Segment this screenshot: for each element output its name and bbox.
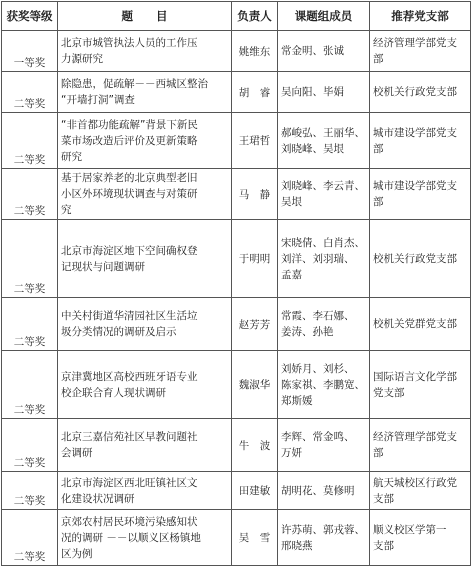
topic-line: “非首都功能疏解”背景下新民 — [61, 118, 198, 131]
header-row — [2, 2, 471, 31]
topic-cell — [58, 169, 232, 220]
topic-cell — [58, 72, 232, 113]
topic-line: 北京市城管执法人员的工作压 — [61, 37, 198, 49]
branch-cell — [370, 510, 471, 566]
topic-line: 研究 — [61, 150, 82, 163]
branch-cell — [370, 220, 471, 298]
leader-cell: 姚维东 — [232, 31, 278, 72]
branch-line: 经济管理学部党支部 — [373, 37, 457, 65]
topic-line: 小区外环境现状调查与对策研 — [61, 188, 198, 200]
header-topic: 题 目 — [58, 2, 232, 31]
topic-line: 基于居家养老的北京典型老旧 — [61, 172, 198, 184]
branch-line: 国际语言文化学部 — [373, 370, 457, 383]
award-level-cell: 二等奖 — [2, 298, 58, 351]
table-row — [2, 419, 471, 472]
table-row — [2, 72, 471, 113]
members-cell — [278, 113, 370, 169]
leader-cell: 田建敏 — [232, 472, 278, 510]
topic-line: 除隐患，促疏解－－西城区整治 — [61, 78, 208, 90]
branch-line: 城市建设学部党支部 — [373, 180, 457, 208]
members-cell — [278, 298, 370, 351]
topic-cell — [58, 220, 232, 298]
topic-line: 区为例 — [61, 547, 93, 560]
members-line: 刘洋、刘羽瑞、 — [281, 252, 355, 265]
members-cell — [278, 220, 370, 298]
leader-cell: 胡 睿 — [232, 72, 278, 113]
branch-cell — [370, 298, 471, 351]
topic-line: 京津冀地区高校西班牙语专业 — [61, 370, 198, 383]
topic-line: 菜市场改造后评价及更新策略 — [61, 134, 198, 147]
header-branch: 推荐党支部 — [370, 2, 471, 31]
members-line: 郝峻弘、王丽华、 — [281, 126, 365, 139]
members-cell — [278, 72, 370, 113]
award-level-cell: 二等奖 — [2, 169, 58, 220]
topic-line: 化建设状况调研 — [61, 492, 135, 505]
members-line: 刘晓峰、吴垠 — [281, 142, 344, 155]
members-cell — [278, 31, 370, 72]
leader-cell: 牛 波 — [232, 419, 278, 472]
leader-cell: 马 静 — [232, 169, 278, 220]
topic-line: “开墙打洞”调查 — [61, 94, 135, 106]
leader-cell: 于明明 — [232, 220, 278, 298]
members-line: 李辉、常金鸣、 — [281, 431, 355, 443]
table-row — [2, 298, 471, 351]
branch-line: 党支部 — [373, 386, 405, 399]
topic-line: 究 — [61, 204, 72, 216]
branch-line: 航天城校区行政党 — [373, 476, 457, 489]
branch-line: 校机关党群党支部 — [373, 318, 457, 330]
leader-cell: 吴 雪 — [232, 510, 278, 566]
members-line: 胡明花、莫修明 — [281, 484, 355, 497]
branch-line: 经济管理学部党支部 — [373, 431, 457, 459]
members-line: 吴向阳、毕娟 — [281, 86, 344, 98]
members-line: 刘娇月、刘杉、 — [281, 362, 355, 375]
topic-line: 校企联合育人现状调研 — [61, 386, 166, 399]
topic-line: 北京市海淀区西北旺镇社区文 — [61, 476, 198, 489]
members-line: 陈家祺、李鹏宽、 — [281, 378, 365, 391]
branch-line: 支部 — [373, 492, 394, 505]
leader-cell: 赵芳芳 — [232, 298, 278, 351]
award-level-cell: 二等奖 — [2, 351, 58, 419]
branch-cell — [370, 472, 471, 510]
topic-line: 京郊农村居民环境污染感知状 — [61, 515, 198, 528]
members-cell — [278, 510, 370, 566]
branch-line: 校机关行政党支部 — [373, 252, 457, 265]
topic-line: 记现状与问题调研 — [61, 260, 145, 273]
topic-line: 中关村街道华清园社区生活垃 — [61, 310, 198, 322]
table-body — [2, 31, 471, 566]
members-cell — [278, 169, 370, 220]
award-level-cell: 二等奖 — [2, 72, 58, 113]
members-cell — [278, 351, 370, 419]
topic-cell — [58, 472, 232, 510]
table-row — [2, 510, 471, 566]
topic-cell — [58, 351, 232, 419]
members-line: 姜涛、孙艳 — [281, 326, 334, 338]
topic-cell — [58, 419, 232, 472]
topic-line: 圾分类情况的调研及启示 — [61, 326, 177, 338]
members-line: 万妍 — [281, 447, 302, 459]
topic-line: 北京市海淀区地下空间确权登 — [61, 244, 198, 257]
members-line: 吴垠 — [281, 196, 302, 208]
topic-line: 力源研究 — [61, 53, 103, 65]
header-level: 获奖等级 — [2, 2, 58, 31]
branch-line: 顺义校区学第一 — [373, 523, 447, 536]
award-level-cell: 二等奖 — [2, 220, 58, 298]
header-leader: 负责人 — [232, 2, 278, 31]
table-row — [2, 113, 471, 169]
topic-cell — [58, 298, 232, 351]
members-line: 常霞、李石娜、 — [281, 310, 355, 322]
branch-cell — [370, 419, 471, 472]
branch-cell — [370, 351, 471, 419]
table-row — [2, 351, 471, 419]
branch-cell — [370, 113, 471, 169]
topic-line: 北京三嘉信苑社区早教问题社 — [61, 431, 198, 443]
awards-table — [1, 1, 471, 566]
branch-line: 支部 — [373, 539, 394, 552]
members-line: 许苏萌、郭戎蓉、 — [281, 523, 365, 536]
award-level-cell: 二等奖 — [2, 472, 58, 510]
table-row — [2, 220, 471, 298]
award-level-cell: 二等奖 — [2, 510, 58, 566]
header-members: 课题组成员 — [278, 2, 370, 31]
topic-cell — [58, 510, 232, 566]
table-row — [2, 169, 471, 220]
branch-line: 校机关行政党支部 — [373, 86, 457, 98]
branch-cell — [370, 169, 471, 220]
branch-cell — [370, 72, 471, 113]
table-row — [2, 31, 471, 72]
members-cell — [278, 419, 370, 472]
members-line: 孟嘉 — [281, 268, 302, 281]
members-line: 郑斯媛 — [281, 394, 313, 407]
leader-cell: 魏淑华 — [232, 351, 278, 419]
table-row — [2, 472, 471, 510]
members-line: 刘晓峰、李云青、 — [281, 180, 365, 192]
leader-cell: 王珺哲 — [232, 113, 278, 169]
branch-cell — [370, 31, 471, 72]
award-level-cell: 一等奖 — [2, 31, 58, 72]
award-level-cell: 二等奖 — [2, 113, 58, 169]
members-line: 常金明、张诚 — [281, 45, 344, 57]
topic-line: 会调研 — [61, 447, 93, 459]
members-line: 邢晓燕 — [281, 539, 313, 552]
topic-cell — [58, 31, 232, 72]
topic-cell — [58, 113, 232, 169]
topic-line: 况的调研 －－以顺义区杨镇地 — [61, 531, 201, 544]
award-level-cell: 二等奖 — [2, 419, 58, 472]
members-cell — [278, 472, 370, 510]
branch-line: 城市建设学部党支部 — [373, 126, 457, 155]
members-line: 宋晓倩、白肖杰、 — [281, 236, 365, 249]
